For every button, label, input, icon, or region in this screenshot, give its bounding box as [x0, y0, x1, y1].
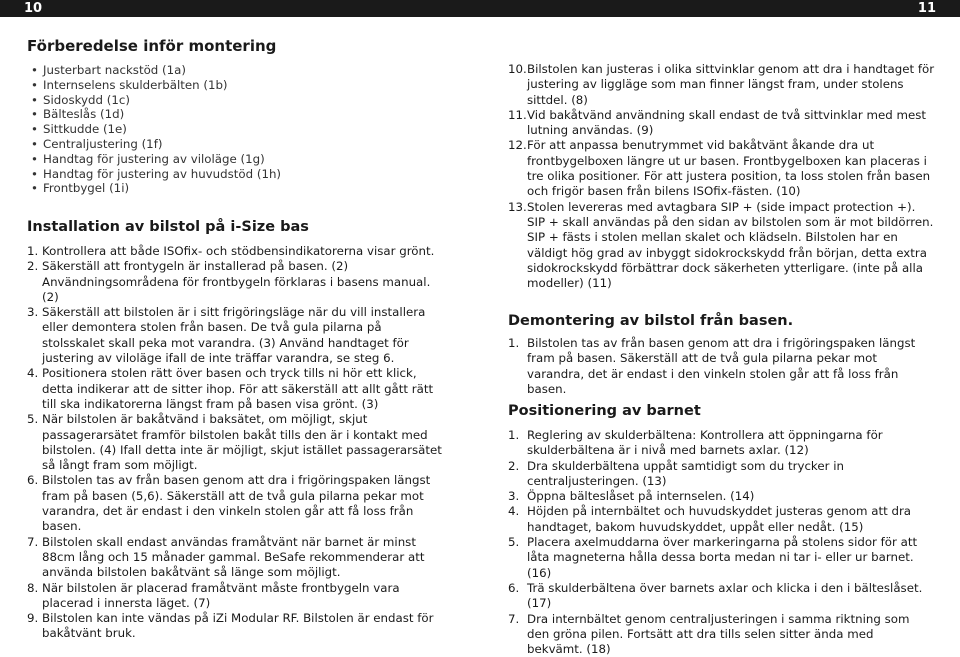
- step-number: 13.: [508, 199, 527, 214]
- step-text: Vid bakåtvänd användning skall endast de två sittvinklar med mest lutning användas. (9): [527, 107, 927, 138]
- bullet-item: • Handtag för justering av huvudstöd (1h): [27, 167, 467, 182]
- preparation-title: Förberedelse inför montering: [27, 37, 277, 55]
- step-text: Trä skulderbältena över barnets axlar och klicka i den i bälteslåset. (17): [527, 580, 923, 611]
- step-text: Placera axelmuddarna över markeringarna på stolens sidor för att låta magneterna hålla dessa borta medan ni tar i- eller ur barnet. (16): [527, 535, 918, 580]
- step-item: [508, 612, 928, 657]
- bullet-item: • Centraljustering (1f): [27, 137, 467, 152]
- step-item: [27, 412, 445, 473]
- step-number: 5.: [508, 535, 520, 550]
- step-text: Reglering av skulderbältena: Kontrollera att öppningarna för skulderbältena är i nivå med barnets axlar. (12): [527, 428, 883, 458]
- bullet-item: • Handtag för justering av viloläge (1g): [27, 152, 467, 167]
- step-text: Höjden på internbältet och huvudskyddet justeras genom att dra handtaget, bakom huvudskyddet, uppåt eller nedåt. (15): [527, 504, 912, 534]
- page-number-left: 10: [24, 1, 43, 16]
- step-text: Bilstolen tas av från basen genom att dra i frigöringspaken längst fram på basen (5,6). Säkerställ att de två gula pilarna pekar mot varandra, det är endast i den vinkeln stolen går att få loss från basen.: [42, 473, 431, 534]
- step-item: [508, 138, 936, 199]
- step-item: [508, 108, 936, 139]
- step-text: Dra internbältet genom centraljusteringen i samma riktning som den gröna pilen. Fortsätt att dra tills selen sitter ända med bekvämt. (18): [527, 611, 910, 657]
- step-number: 1.: [508, 336, 520, 350]
- bullet-item: • Frontbygel (1i): [27, 181, 467, 196]
- step-item: [27, 581, 445, 612]
- continued-steps-list: [508, 62, 936, 291]
- step-item: [27, 611, 445, 642]
- bullet-item: • Bälteslås (1d): [27, 107, 467, 122]
- page-number-right: 11: [917, 1, 936, 16]
- step-number: 8.: [27, 580, 39, 595]
- step-number: 11.: [508, 107, 527, 122]
- step-number: 7.: [27, 534, 39, 549]
- step-text: Positionera stolen rätt över basen och tryck tills ni hör ett klick, detta indikerar att de sitter ihop. För att säkerställ att allt gått rätt till ska indikatorerna längst fram på basen visa grönt. (3): [42, 366, 434, 411]
- step-item: [27, 259, 445, 305]
- removal-steps-list: [508, 336, 928, 397]
- step-number: 4.: [508, 504, 520, 519]
- step-text: Säkerställ att frontygeln är installerad på basen. (2) Användningsområdena för frontbygeln förklaras i basens manual. (2): [42, 259, 431, 304]
- step-number: 9.: [27, 611, 39, 626]
- parts-list: [27, 63, 467, 196]
- step-text: Öppna bälteslåset på internselen. (14): [527, 489, 755, 504]
- step-number: 3.: [27, 305, 39, 320]
- step-number: 5.: [27, 412, 39, 427]
- step-text: Säkerställ att bilstolen är i sitt frigöringsläge när du vill installera eller demontera stolen från basen. De två gula pilarna på stolsskalet skall peka mot varandra. (3) Använd handtaget för justering av viloläge ifall de inte träffar varandra, se steg 6.: [42, 305, 426, 366]
- bullet-item: • Justerbart nackstöd (1a): [27, 63, 467, 78]
- step-item: [27, 244, 445, 259]
- step-text: Dra skulderbältena uppåt samtidigt som du trycker in centraljusteringen. (13): [527, 458, 844, 488]
- positioning-steps-list: [508, 428, 928, 657]
- step-item: [508, 62, 936, 108]
- step-item: [27, 366, 445, 412]
- positioning-title: Positionering av barnet: [508, 403, 701, 419]
- step-text: Bilstolen kan justeras i olika sittvinklar genom att dra i handtaget för justering av liggläge som man finner längst fram, under stolens sittdel. (8): [527, 62, 935, 107]
- step-item: [27, 535, 445, 581]
- step-item: [508, 459, 928, 490]
- removal-title: Demontering av bilstol från basen.: [508, 313, 794, 329]
- step-text: När bilstolen är bakåtvänd i baksätet, om möjligt, skjut passagerarsätet framför bilstolen bakåt tills den är i kontakt med bilstolen. (4) Ifall detta inte är möjligt, skjut istället passagerarsätet så långt fram som möjligt.: [42, 412, 442, 473]
- step-item: [27, 473, 445, 534]
- step-item: [508, 428, 928, 459]
- step-item: [508, 581, 928, 612]
- step-number: 2.: [508, 458, 520, 473]
- step-item: [508, 336, 928, 397]
- step-number: 12.: [508, 138, 527, 153]
- install-title: Installation av bilstol på i-Size bas: [27, 219, 309, 235]
- bullet-item: • Internselens skulderbälten (1b): [27, 78, 467, 93]
- step-item: [508, 200, 936, 292]
- step-item: [508, 489, 928, 504]
- page-header-bar: [0, 0, 960, 17]
- step-number: 10.: [508, 62, 527, 76]
- step-number: 3.: [508, 489, 520, 504]
- step-number: 7.: [508, 611, 520, 626]
- step-text: Bilstolen kan inte vändas på iZi Modular RF. Bilstolen är endast för bakåtvänt bruk.: [42, 611, 434, 641]
- install-steps-list: [27, 244, 445, 642]
- step-item: [27, 305, 445, 366]
- step-item: [508, 535, 928, 581]
- step-number: 1.: [508, 428, 520, 442]
- step-number: 2.: [27, 259, 39, 274]
- bullet-item: • Sidoskydd (1c): [27, 93, 467, 108]
- step-number: 4.: [27, 366, 39, 381]
- step-text: När bilstolen är placerad framåtvänt måste frontbygeln vara placerad i innersta läget. (7): [42, 580, 400, 610]
- step-text: Kontrollera att både ISOfix- och stödbensindikatorerna visar grönt.: [42, 244, 435, 258]
- step-number: 1.: [27, 244, 39, 258]
- bullet-item: • Sittkudde (1e): [27, 122, 467, 137]
- step-text: För att anpassa benutrymmet vid bakåtvänt åkande dra ut frontbygelboxen längre ut ur basen. Frontbygelboxen kan placeras i tre olika positioner. För att justera position, ta loss stolen från basen och frigör basen från bilens ISOfix-fästen. (10): [527, 138, 931, 199]
- step-text: Bilstolen skall endast användas framåtvänt när barnet är minst 88cm lång och 15 månader gammal. BeSafe rekommenderar att använda bilstolen bakåtvänt så länge som möjligt.: [42, 534, 425, 580]
- step-item: [508, 504, 928, 535]
- step-text: Bilstolen tas av från basen genom att dra i frigöringspaken längst fram på basen. Säkerställ att de två gula pilarna pekar mot varandra, det är endast i den vinkeln stolen går att få loss från basen.: [527, 336, 916, 396]
- step-number: 6.: [27, 473, 39, 488]
- step-text: Stolen levereras med avtagbara SIP + (side impact protection +). SIP + skall användas på den sidan av bilstolen som är mot bildörren. SIP + fästs i stolen mellan skalet och klädseln. Bilstolen har en väldigt hög grad av inbyggt sidokrockskydd från början, detta extra sidokrockskydd förbättrar dock säkerheten ytterligare. (inte på alla modeller) (11): [527, 199, 934, 291]
- step-number: 6.: [508, 580, 520, 595]
